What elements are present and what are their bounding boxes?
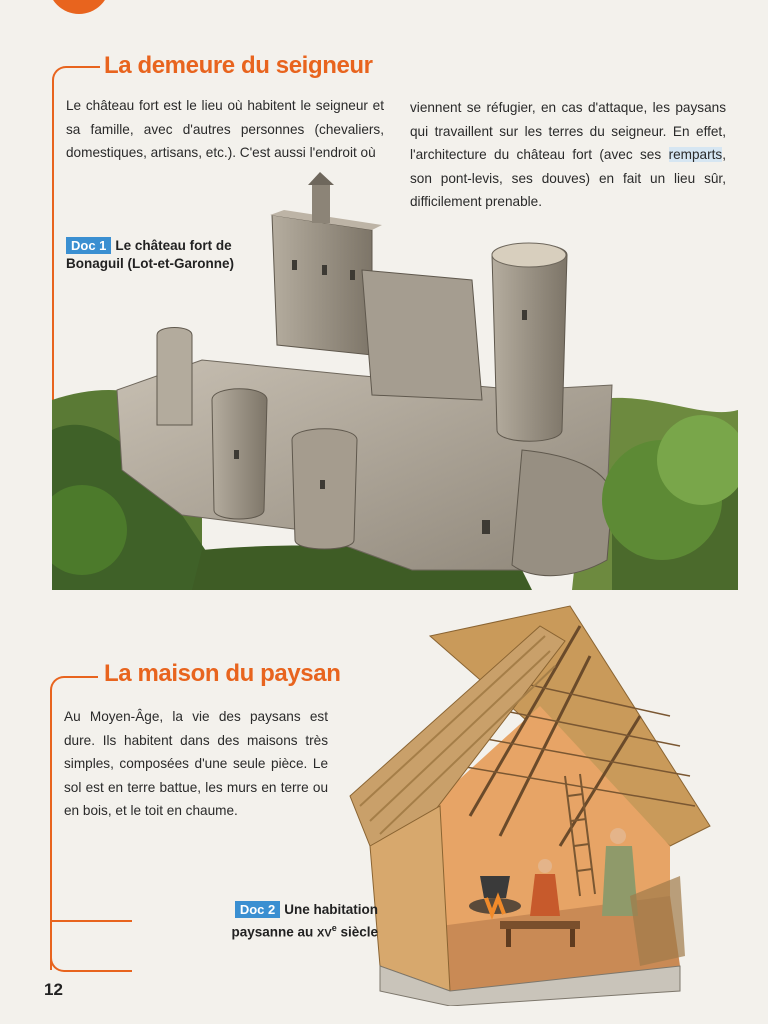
century-numeral: XV <box>317 927 332 940</box>
doc2-caption <box>228 901 378 943</box>
text-run: , son pont-levis, ses douves) en fait un lieu sûr, difficilement prenable. <box>410 147 726 209</box>
caption-text: siècle <box>336 924 378 940</box>
castle-photo <box>52 170 738 590</box>
paragraph-paysan: Au Moyen-Âge, la vie des paysans est dure. Ils habitent dans des maisons très simples, composées d'une seule pièce. Le sol est en terre battue, les murs en terre ou en bois, et le toit en chaume. <box>64 709 328 818</box>
paragraph-seigneur-col1: Le château fort est le lieu où habitent le seigneur et sa famille, avec d'autres personnes (chevaliers, domestiques, artisans, etc.). C'est aussi l'endroit où <box>66 98 384 160</box>
keyword-highlight[interactable]: remparts <box>668 147 723 162</box>
doc-badge: Doc 1 <box>66 237 111 254</box>
orange-tab-decoration <box>48 0 110 14</box>
century-superscript: e <box>331 923 337 933</box>
doc-badge: Doc 2 <box>235 901 280 918</box>
section-title-paysan: La maison du paysan <box>104 660 341 687</box>
peasant-house-illustration <box>340 596 720 1006</box>
caption-text: Une habitation paysanne au <box>231 902 378 940</box>
doc1-caption <box>66 237 266 273</box>
section-bracket-bottom <box>50 920 132 972</box>
section-title-seigneur: La demeure du seigneur <box>104 52 373 79</box>
caption-text: Le château fort de Bonaguil (Lot-et-Garonne) <box>66 238 234 271</box>
page-number: 12 <box>44 980 63 999</box>
text-run: viennent se réfugier, en cas d'attaque, les paysans qui travaillent sur les terres du seigneur. En effet, l'architecture du château fort (avec ses <box>410 100 726 162</box>
